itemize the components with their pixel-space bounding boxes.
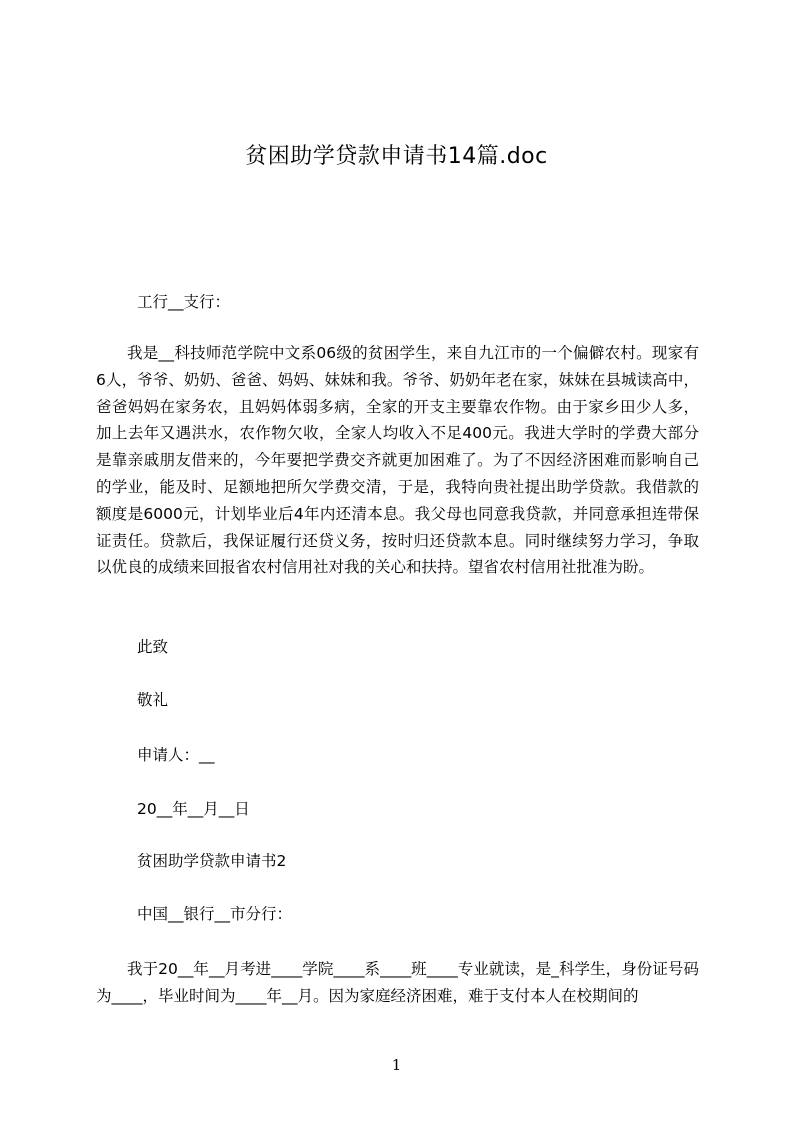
salutation: 工行__支行： [137,293,231,311]
page-number: 1 [391,1056,402,1074]
section-2-title: 贫困助学贷款申请书2 [137,852,287,870]
closing-jingli: 敬礼 [137,691,169,709]
salutation-2: 中国__银行__市分行： [137,905,293,923]
body-paragraph: 我是__科技师范学院中文系06级的贫困学生，来自九江市的一个偏僻农村。现家有6人，爷爷、奶奶、爸爸、妈妈、妹妹和我。爷爷、奶奶年老在家，妹妹在县城读高中，爸爸妈妈在家务农，且妈妈体弱多病，全家的开支主要靠农作物。由于家乡田少人多，加上去年又遇洪水，农作物欠收，全家人均收入不足400元。我进大学时的学费大部分是靠亲戚朋友借来的，今年要把学费交齐就更加困难了。为了不因经济困难而影响自己的学业，能及时、足额地把所欠学费交清，于是，我特向贵社提出助学贷款。我借款的额度是6000元，计划毕业后4年内还清本息。我父母也同意我贷款，并同意承担连带保证责任。贷款后，我保证履行还贷义务，按时归还贷款本息。同时继续努力学习，争取以优良的成绩来回报省农村信用社对我的关心和扶持。望省农村信用社批准为盼。 [96,344,699,577]
date-line: 20__年__月__日 [137,800,250,818]
body-paragraph-2: 我于20__年__月考进____学院____系____班____专业就读，是_科学生，身份证号码为____，毕业时间为____年__月。因为家庭经济困难，难于支付本人在校期间的 [96,960,699,1005]
closing-cizhi: 此致 [137,638,169,656]
applicant-line: 申请人：__ [137,746,215,764]
document-title: 贫困助学贷款申请书14篇.doc [245,144,548,169]
